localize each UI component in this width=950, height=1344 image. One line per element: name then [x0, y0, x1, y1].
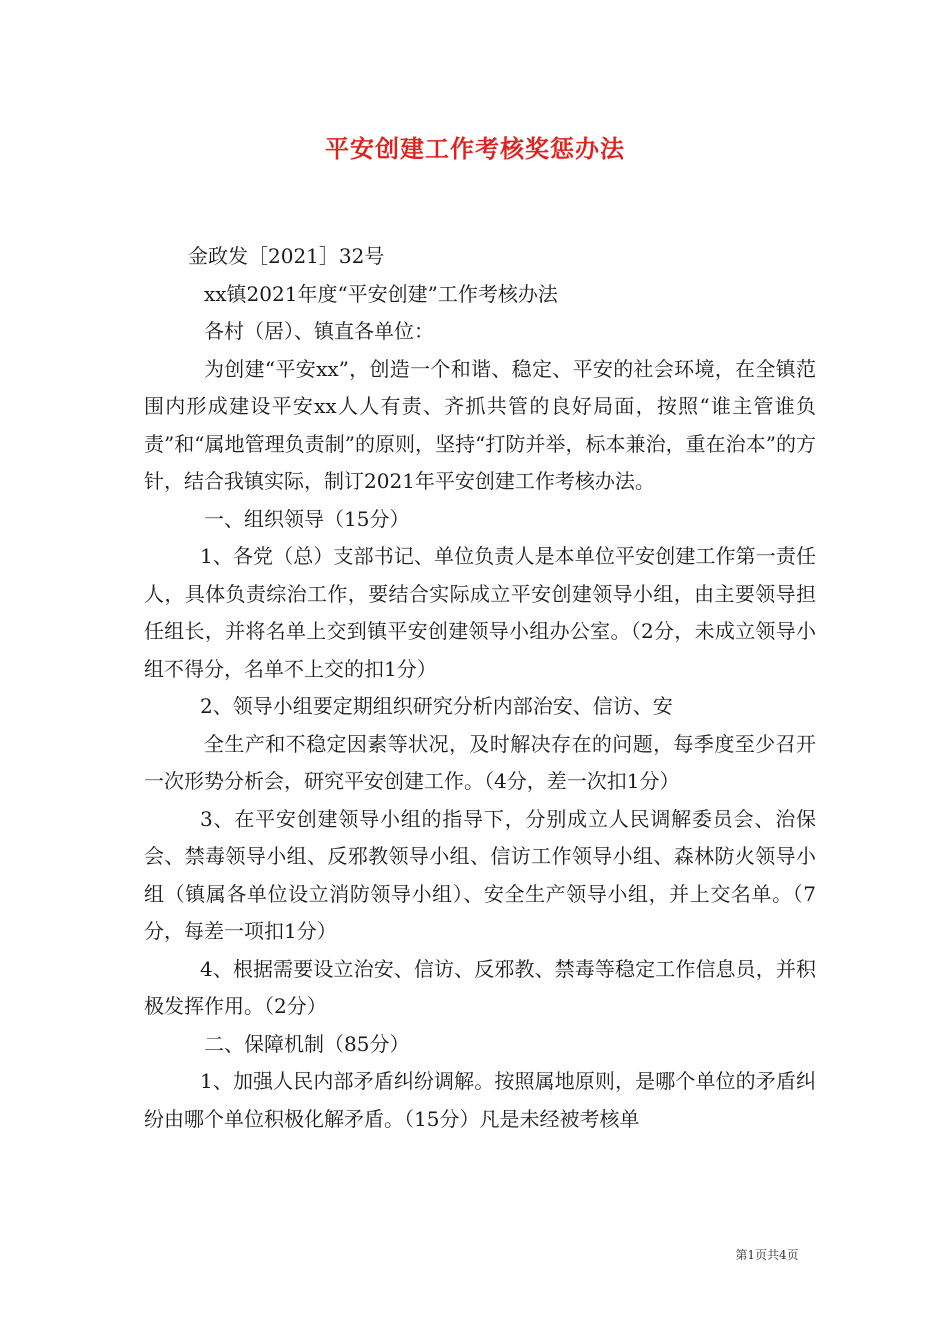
page-indicator: 第1页共4页: [735, 1248, 799, 1262]
section-1-item-2-line-1: 2、领导小组要定期组织研究分析内部治安、信访、安: [200, 694, 673, 718]
section-2-item-1: 1、加强人民内部矛盾纠纷调解。按照属地原则，是哪个单位的矛盾纠纷由哪个单位积极化解矛盾。（15分）凡是未经被考核单: [144, 1069, 816, 1131]
section-1-heading: 一、组织领导（15分）: [204, 506, 410, 531]
section-1-item-2-continuation: 全生产和不稳定因素等状况，及时解决存在的问题，每季度至少召开一次形势分析会，研究平安创建工作。（4分，差一次扣1分）: [144, 731, 816, 793]
section-2-heading: 二、保障机制（85分）: [204, 1031, 410, 1056]
document-body: [144, 238, 816, 1138]
document-title: 平安创建工作考核奖惩办法: [325, 134, 625, 163]
section-1-item-3: 3、在平安创建领导小组的指导下，分别成立人民调解委员会、治保会、禁毒领导小组、反邪教领导小组、信访工作领导小组、森林防火领导小组（镇属各单位设立消防领导小组）、安全生产领导小组，并上交名单。（7分，每差一项扣1分）: [144, 806, 816, 943]
section-1-item-4: 4、根据需要设立治安、信访、反邪教、禁毒等稳定工作信息员，并积极发挥作用。（2分）: [144, 956, 816, 1018]
doc-number: 金政发［2021］32号: [188, 244, 385, 268]
addressee: 各村（居）、镇直各单位：: [204, 319, 434, 343]
doc-subtitle: xx镇2021年度“平安创建”工作考核办法: [204, 281, 558, 306]
section-1-item-1: 1、各党（总）支部书记、单位负责人是本单位平安创建工作第一责任人，具体负责综治工作，要结合实际成立平安创建领导小组，由主要领导担任组长，并将名单上交到镇平安创建领导小组办公室。（2分，未成立领导小组不得分，名单不上交的扣1分）: [144, 544, 816, 681]
intro-paragraph: 为创建“平安xx”，创造一个和谐、稳定、平安的社会环境，在全镇范围内形成建设平安xx人人有责、齐抓共管的良好局面，按照“谁主管谁负责”和“属地管理负责制”的原则，坚持“打防并举，标本兼治，重在治本”的方针，结合我镇实际，制订2021年平安创建工作考核办法。: [144, 356, 816, 493]
